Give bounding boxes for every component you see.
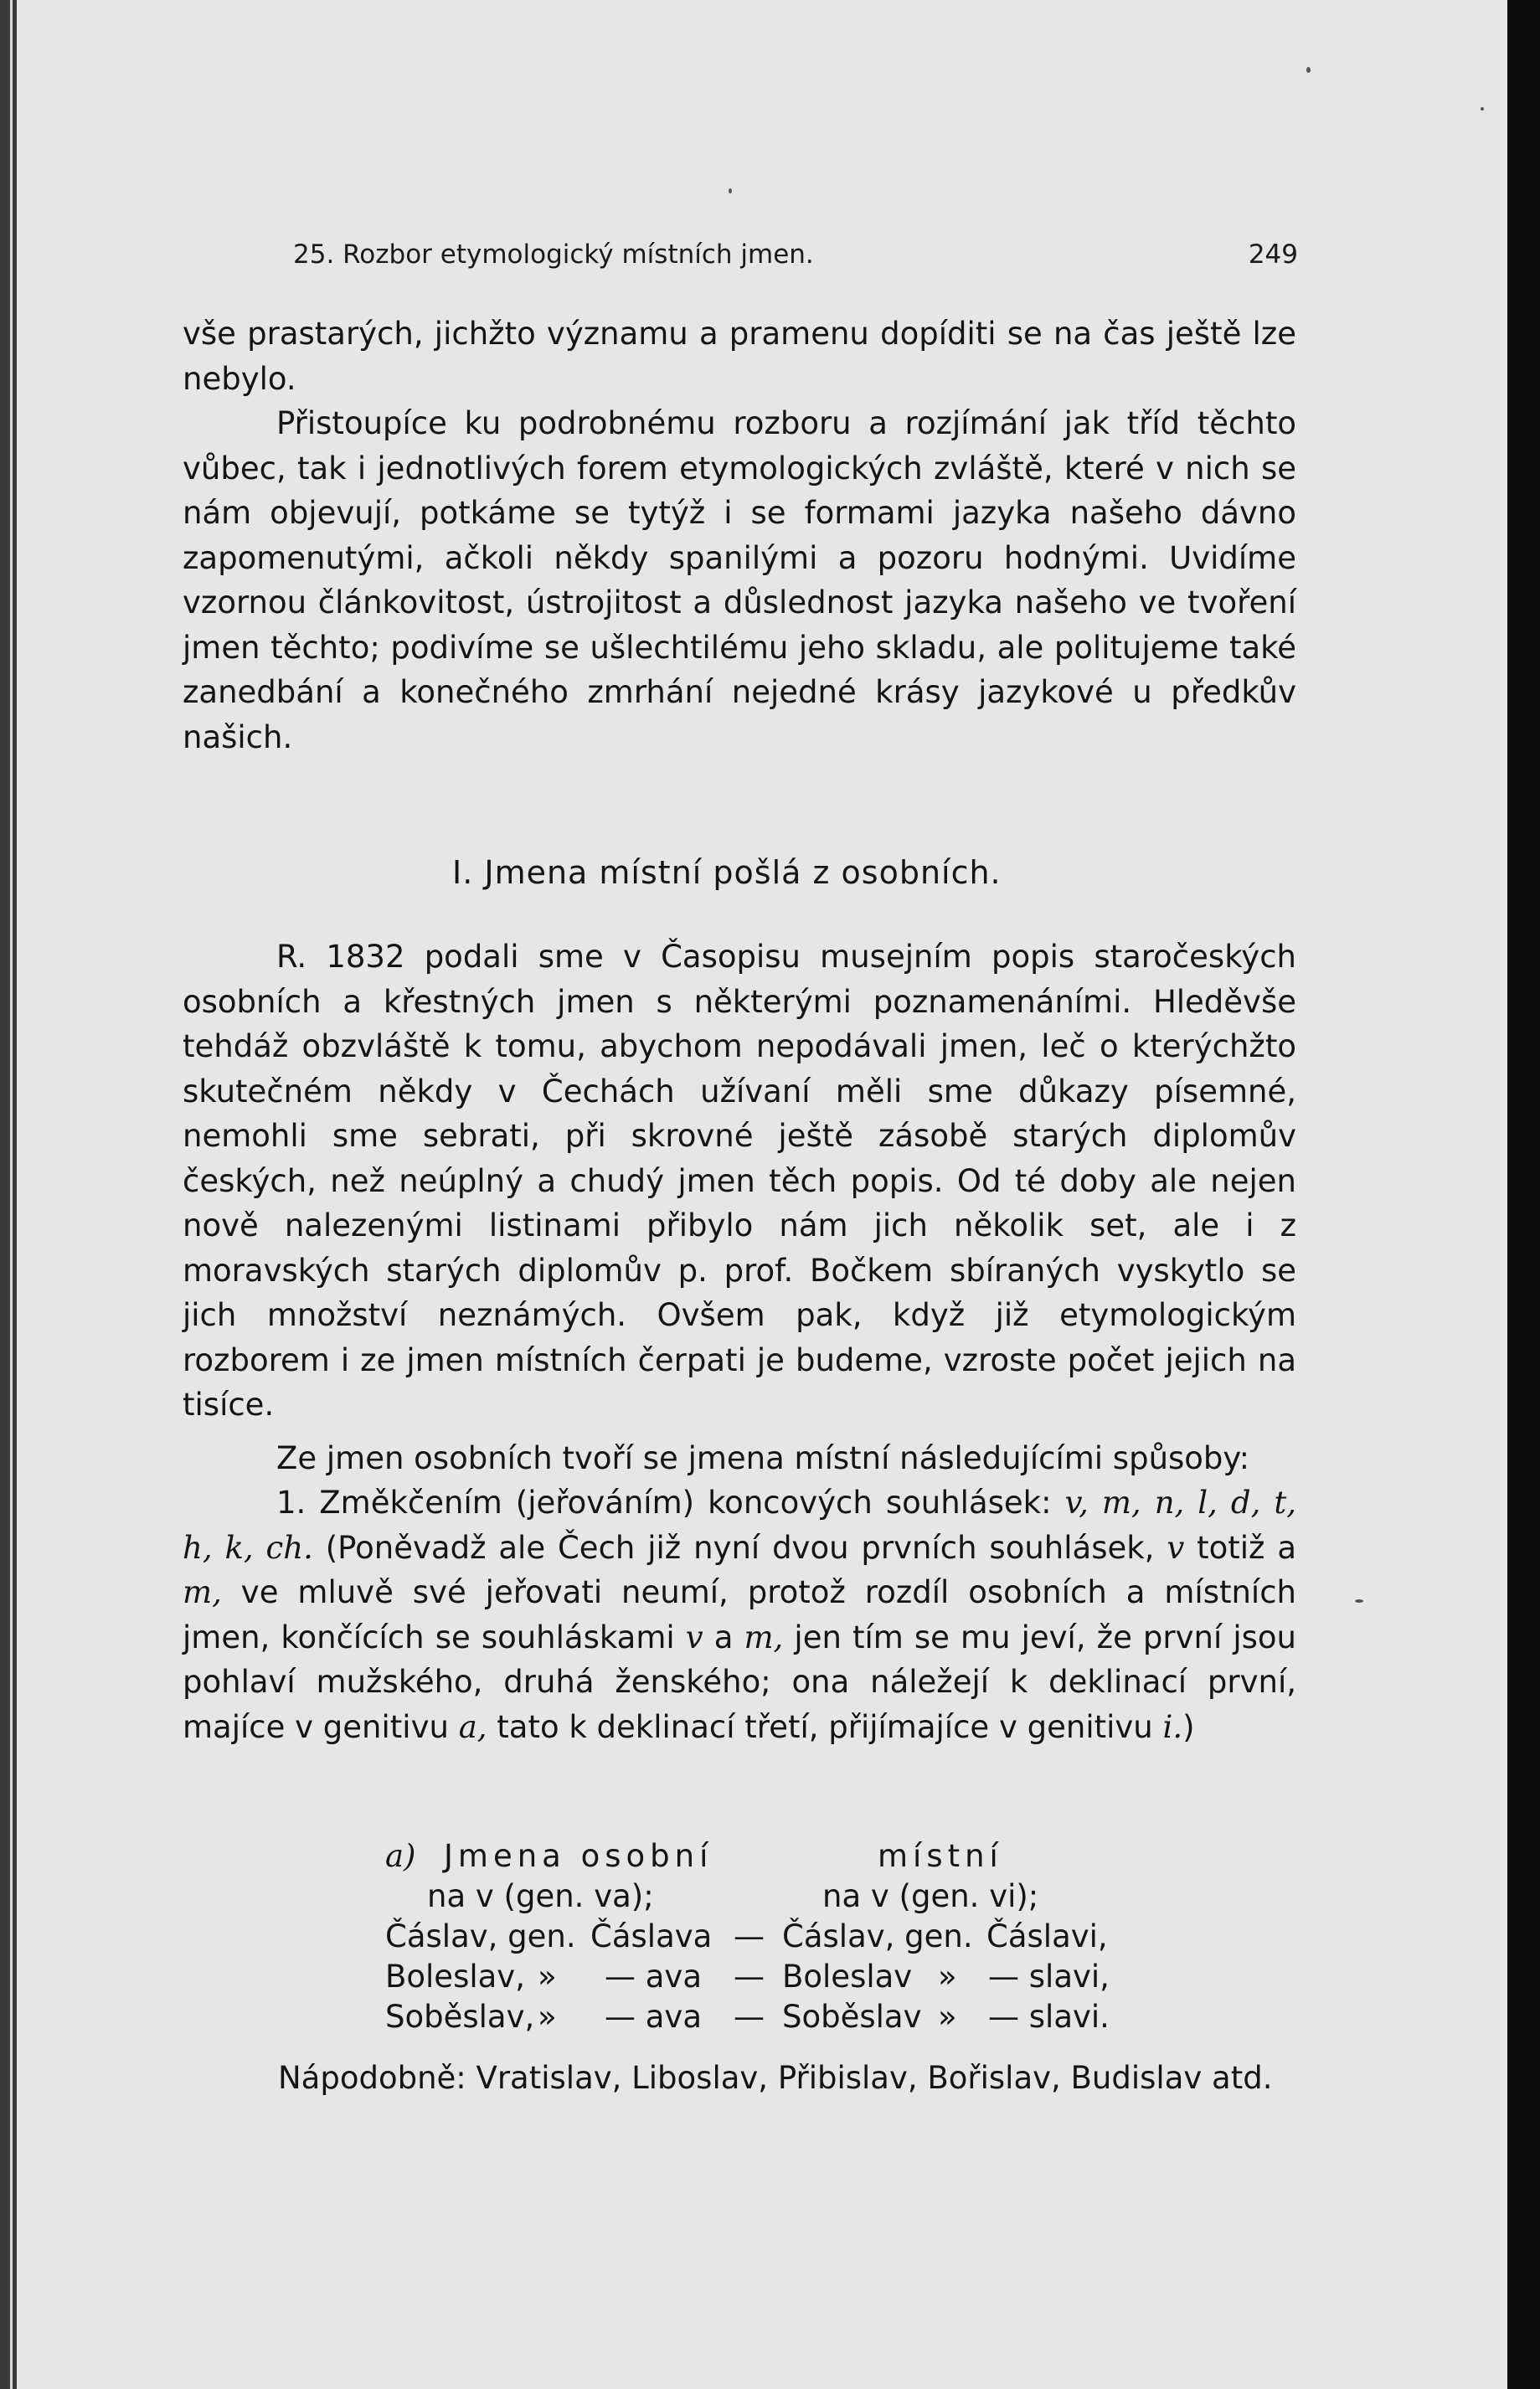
table-subheader-row [385,1878,1139,1918]
table-row: Boleslav, » — ava — Boleslav » — slavi, [385,1959,1110,1995]
paragraph-history: R. 1832 podali sme v Časopisu musejním popis staročeských osobních a křestných jmen s některými poznamenáními. Hleděvše tehdáž obzvláště k tomu, abychom nepodávali jmen, leč o kterýchžto skutečném někdy v Čechách užívaní měli sme důkazy písemné, nemohli sme sebrati, při skrovné ještě zásobě starých diplomův českých, než neúplný a chudý jmen těch popis. Od té doby ale nejen nově nalezenými listinami přibylo nám jich několik set, ale i z moravských starých diplomův p. prof. Bočkem sbíraných vyskytlo se jich množství neznámých. Ovšem pak, když již etymologickým rozborem i ze jmen místních čerpati je budeme, vzroste počet jejich na tisíce. [183,939,1296,1423]
paragraph-methods-intro: Ze jmen osobních tvoří se jmena místní následujícími spůsoby: [276,1439,1250,1476]
name-examples-table [385,1838,1139,2039]
column-header-place: místní [878,1838,1003,1874]
paper-speck [1306,67,1311,73]
running-title: 25. Rozbor etymologický místních jmen. [293,239,814,270]
paper-speck [1481,107,1484,111]
paper-speck [729,188,732,193]
book-spine-edge [0,0,17,2389]
page-number: 249 [1248,239,1298,270]
running-header [293,239,1298,270]
paragraph-method-one: 1. Změkčením (jeřováním) koncových souhlásek: v, m, n, l, d, t, h, k, ch. (Poněvadž ale Čech již nyní dvou prvních souhlásek, v totiž a m, ve mluvě své jeřovati neumí, protož rozdíl osobních a místních jmen, končících se souhláskami v a m, jen tím se mu jeví, že první jsou pohlaví mužského, druhá ženského; ona náležejí k deklinací první, majíce v genitivu a, tato k deklinací třetí, přijímajíce v genitivu i.) [183,1485,1297,1745]
column-subheader-place: na v (gen. vi); [822,1878,1039,1914]
column-header-personal: Jmena osobní [444,1838,713,1874]
table-label-a: a) [385,1838,416,1874]
spine-highlight [10,0,13,2389]
book-page [17,0,1507,2389]
table-row: Čáslav, gen. Čáslava — Čáslav, gen. Čáslavi, [385,1918,1108,1954]
column-subheader-personal: na v (gen. va); [427,1878,654,1914]
closing-examples-line: Nápodobně: Vratislav, Liboslav, Přibislav, Bořislav, Budislav atd. [278,2060,1273,2096]
section-heading: I. Jmena místní pošlá z osobních. [452,854,1002,891]
table-row: Soběslav, » — ava — Soběslav » — slavi. [385,1999,1110,2035]
paper-speck [1355,1599,1363,1603]
paragraph-approach: Přistoupíce ku podrobnému rozboru a rozjímání jak tříd těchto vůbec, tak i jednotlivých forem etymologických zvláště, které v nich se nám objevují, potkáme se tytýž i se formami jazyka našeho dávno zapomenutými, ačkoli někdy spanilými a pozoru hodnými. Uvidíme vzornou článkovitost, ústrojitost a důslednost jazyka našeho ve tvoření jmen těchto; podivíme se ušlechtilému jeho skladu, ale politujeme také zanedbání a konečného zmrhání nejedné krásy jazykové u předkův našich. [183,405,1296,755]
intro-text-block [183,311,1296,759]
table-header-row [385,1838,1139,1878]
paragraph-continuation: vše prastarých, jichžto významu a pramenu dopíditi se na čas ještě lze nebylo. [183,316,1296,397]
main-text-block [183,934,1296,1749]
